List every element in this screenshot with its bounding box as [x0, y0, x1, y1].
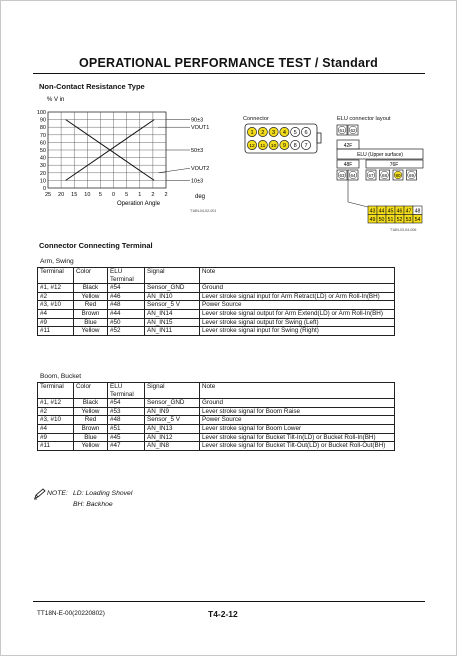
cell-note: Power Source: [200, 301, 395, 310]
elu-figure-code: T18N-03-04-006: [390, 228, 417, 232]
cell-signal: Sensor_GND: [145, 284, 200, 293]
elu-grid-cell-label: 53: [405, 216, 412, 223]
y-axis-label: % V in: [47, 97, 65, 103]
header-color: Color: [74, 383, 108, 399]
chart-right-label: 10±3: [191, 178, 204, 185]
elu-row-a: [337, 170, 417, 180]
cell-note: Lever stroke signal input for Swing (Right): [200, 327, 395, 336]
cell-note: Ground: [200, 399, 395, 408]
section-heading-connecting: Connector Connecting Terminal: [39, 241, 153, 250]
cell-elu-terminal: #48: [108, 301, 145, 310]
cell-elu-terminal: #50: [108, 318, 145, 327]
y-tick-label: 80: [39, 125, 46, 132]
header-color: Color: [74, 268, 108, 284]
connector-bottom-pin-label: 10: [270, 144, 277, 149]
cell-color: Black: [74, 399, 108, 408]
elu-grid-cell-label: 51: [387, 216, 394, 223]
title-rule: [33, 73, 425, 74]
y-tick-label: 10: [39, 178, 46, 185]
cell-color: Blue: [74, 433, 108, 442]
cell-color: Brown: [74, 424, 108, 433]
x-tick-label: 5: [98, 192, 102, 198]
elu-grid-cell-label: 49: [369, 216, 376, 223]
elu-row-a-cell-label: 64: [350, 173, 356, 178]
cell-terminal: #4: [38, 424, 74, 433]
elu-grid-cell-label: 54: [414, 216, 421, 223]
header-signal: Signal: [145, 383, 200, 399]
cell-note: Lever stroke signal for Boom Lower: [200, 424, 395, 433]
connector-top-pin-label: 4: [282, 130, 286, 136]
note-prefix: NOTE:: [47, 490, 68, 497]
cell-note: Lever stroke signal for Boom Raise: [200, 407, 395, 416]
connector-bottom-pin-label: 11: [260, 144, 266, 149]
y-tick-label: 90: [39, 117, 46, 124]
y-tick-labels: [37, 110, 46, 192]
elu-top-cells: [337, 125, 358, 135]
cell-color: Yellow: [74, 442, 108, 451]
table-row: [38, 309, 395, 318]
chart-right-label: VOUT2: [191, 166, 210, 173]
elu-row-a-cell-label: 68: [381, 173, 388, 178]
elu-grid-cell-label: 44: [378, 208, 385, 215]
page-title: OPERATIONAL PERFORMANCE TEST / Standard: [78, 56, 379, 70]
cell-signal: AN_IN9: [145, 407, 200, 416]
cell-signal: AN_IN15: [145, 318, 200, 327]
connector-label: Connector: [243, 116, 269, 122]
cell-terminal: #11: [38, 442, 74, 451]
cell-color: Blue: [74, 318, 108, 327]
table-row: [38, 424, 395, 433]
table-row: [38, 442, 395, 451]
cell-signal: AN_IN14: [145, 309, 200, 318]
header-note: Note: [200, 268, 395, 284]
cell-terminal: #3, #10: [38, 416, 74, 425]
elu-row-a-cell-label: 63: [339, 173, 345, 178]
table-row: [38, 433, 395, 442]
cell-signal: Sensor_GND: [145, 399, 200, 408]
connector-top-pin-label: 2: [261, 130, 265, 136]
cell-signal: AN_IN12: [145, 433, 200, 442]
cell-elu-terminal: #47: [108, 442, 145, 451]
footer-doc-code: TT18N-E-00(20220802): [37, 610, 105, 617]
elu-grid-cell-label: 50: [378, 216, 385, 223]
table-row: [38, 301, 395, 310]
elu-connector-diagram: [334, 122, 429, 232]
table-row: [38, 292, 395, 301]
header-note: Note: [200, 383, 395, 399]
header-terminal: Terminal: [38, 268, 74, 284]
y-tick-label: 40: [39, 155, 46, 162]
cell-terminal: #3, #10: [38, 301, 74, 310]
elu-42f-label: 42F: [343, 143, 353, 149]
cell-terminal: #2: [38, 407, 74, 416]
cell-note: Lever stroke signal for Bucket Tilt-In(LD) or Bucket Roll-In(BH): [200, 433, 395, 442]
section-heading-non-contact: Non-Contact Resistance Type: [39, 82, 145, 91]
x-tick-label: 1: [138, 192, 142, 198]
elu-top-cell-label: 61: [339, 128, 345, 133]
cell-color: Brown: [74, 309, 108, 318]
header-terminal: Terminal: [38, 383, 74, 399]
elu-row-a-cell-label: 67: [368, 173, 374, 178]
y-tick-label: 0: [42, 186, 46, 192]
output-voltage-chart: [35, 92, 230, 217]
elu-grid-cell-label: 46: [396, 208, 403, 215]
x-tick-label: 0: [112, 192, 116, 198]
chart-right-label: 90±3: [191, 117, 204, 124]
note-line-2: BH: Backhoe: [73, 501, 113, 508]
table-header-row: [38, 268, 395, 284]
footer-rule: [33, 601, 425, 602]
cell-note: Lever stroke signal output for Swing (Left): [200, 318, 395, 327]
table-row: [38, 318, 395, 327]
footer-page-number: T4-2-12: [208, 609, 238, 619]
cell-elu-terminal: #54: [108, 284, 145, 293]
connector-top-pin-label: 3: [272, 130, 276, 136]
cell-color: Yellow: [74, 292, 108, 301]
x-tick-label: 5: [125, 192, 129, 198]
connector-bottom-pin-label: 9: [282, 143, 286, 149]
cell-elu-terminal: #48: [108, 416, 145, 425]
arm-swing-table: [37, 267, 395, 336]
x-tick-label: 10: [84, 192, 91, 198]
cell-color: Red: [74, 416, 108, 425]
cell-note: Lever stroke signal output for Arm Extend(LD) or Arm Roll-In(BH): [200, 309, 395, 318]
connector-top-pin-label: 5: [293, 130, 297, 136]
cell-color: Red: [74, 301, 108, 310]
cell-elu-terminal: #45: [108, 433, 145, 442]
cell-signal: Sensor_5 V: [145, 301, 200, 310]
table-row: [38, 416, 395, 425]
x-tick-label: 2: [151, 192, 155, 198]
cell-terminal: #1, #12: [38, 284, 74, 293]
boom-bucket-table: [37, 382, 395, 451]
elu-terminal-grid: [368, 206, 422, 223]
chart-right-label: 50±3: [191, 148, 204, 154]
cell-note: Power Source: [200, 416, 395, 425]
x-tick-label: 15: [71, 192, 78, 198]
y-tick-label: 60: [39, 140, 46, 147]
elu-grid-cell-label: 47: [405, 208, 412, 215]
cell-note: Lever stroke signal input for Arm Retract(LD) or Arm Roll-In(BH): [200, 292, 395, 301]
elu-grid-cell-label: 52: [396, 216, 403, 223]
connector-bottom-pin-label: 12: [249, 144, 255, 149]
chart-figure-code: T18N-04-02-001: [190, 209, 217, 213]
connector-top-pin-label: 1: [250, 130, 254, 136]
cell-signal: AN_IN10: [145, 292, 200, 301]
elu-row-a-cell-label: 80: [395, 173, 401, 178]
note-line-1: LD: Loading Shovel: [73, 490, 133, 497]
chart-right-label: VOUT1: [191, 125, 210, 132]
boom-bucket-label: Boom, Bucket: [40, 373, 82, 380]
cell-terminal: #2: [38, 292, 74, 301]
chart-leader-line: [158, 168, 190, 173]
x-tick-label: 20: [58, 192, 65, 198]
cell-terminal: #9: [38, 433, 74, 442]
elu-row-a-cell-label: 69: [408, 173, 415, 178]
cell-signal: AN_IN13: [145, 424, 200, 433]
x-axis-unit: deg: [195, 194, 206, 200]
y-tick-label: 50: [39, 148, 46, 154]
header-signal: Signal: [145, 268, 200, 284]
connector-pins: [247, 127, 310, 149]
y-tick-label: 70: [39, 132, 46, 139]
header-elu-terminal: ELU Terminal: [108, 268, 145, 284]
y-tick-label: 30: [39, 163, 46, 170]
elu-76f-label: 76F: [389, 162, 399, 168]
cell-signal: AN_IN11: [145, 327, 200, 336]
x-tick-label: 2: [164, 192, 168, 198]
elu-layout-label: ELU connector layout: [337, 116, 391, 122]
cell-elu-terminal: #52: [108, 327, 145, 336]
cell-note: Lever stroke signal for Bucket Tilt-Out(LD) or Bucket Roll-Out(BH): [200, 442, 395, 451]
elu-48f-label: 48F: [343, 162, 353, 168]
connector-top-pin-label: 6: [304, 130, 308, 136]
elu-top-cell-label: 62: [350, 128, 356, 133]
cell-terminal: #1, #12: [38, 399, 74, 408]
connector-bottom-pin-label: 8: [293, 143, 297, 149]
elu-grid-cell-label: 45: [387, 208, 394, 215]
table-row: [38, 284, 395, 293]
cell-color: Black: [74, 284, 108, 293]
cell-elu-terminal: #44: [108, 309, 145, 318]
connector-bottom-pin-label: 7: [304, 143, 308, 149]
cell-elu-terminal: #53: [108, 407, 145, 416]
elu-grid-cell-label: 48: [414, 208, 421, 215]
table-row: [38, 399, 395, 408]
table-row: [38, 407, 395, 416]
cell-color: Yellow: [74, 327, 108, 336]
cell-terminal: #11: [38, 327, 74, 336]
cell-elu-terminal: #51: [108, 424, 145, 433]
pencil-icon: [33, 488, 47, 500]
cell-color: Yellow: [74, 407, 108, 416]
elu-upper-surface-label: ELU (Upper surface): [357, 152, 403, 158]
table-header-row: [38, 383, 395, 399]
elu-grid-cell-label: 43: [369, 208, 376, 215]
cell-elu-terminal: #46: [108, 292, 145, 301]
cell-note: Ground: [200, 284, 395, 293]
x-tick-labels: [45, 192, 168, 198]
arm-swing-label: Arm, Swing: [40, 258, 74, 265]
cell-terminal: #4: [38, 309, 74, 318]
cell-terminal: #9: [38, 318, 74, 327]
y-tick-label: 20: [39, 170, 46, 177]
cell-signal: AN_IN8: [145, 442, 200, 451]
cell-signal: Sensor_5 V: [145, 416, 200, 425]
connector-latch: [317, 133, 321, 143]
table-row: [38, 327, 395, 336]
y-tick-label: 100: [36, 110, 46, 116]
x-tick-label: 25: [44, 192, 52, 198]
header-elu-terminal: ELU Terminal: [108, 383, 145, 399]
connector-diagram: [243, 122, 323, 156]
cell-elu-terminal: #54: [108, 399, 145, 408]
x-axis-label: Operation Angle: [117, 201, 161, 207]
